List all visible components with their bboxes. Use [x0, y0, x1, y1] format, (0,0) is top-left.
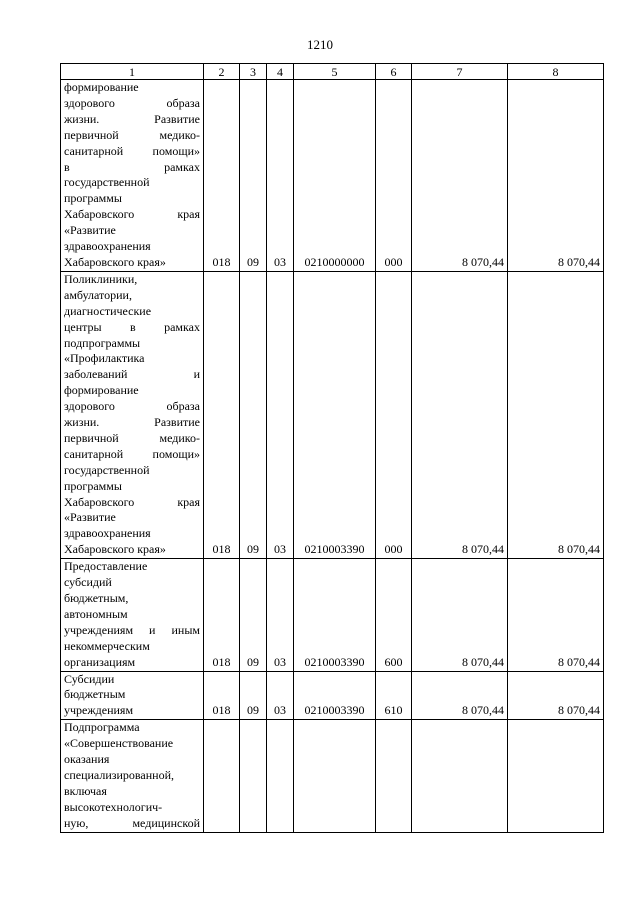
- row-name-cell: [61, 271, 204, 558]
- expense-type-cell: 600: [376, 559, 412, 671]
- ministry-code-cell: 018: [204, 671, 240, 720]
- amount-cell: 8 070,44: [508, 671, 604, 720]
- row-name-line: здорового образа: [64, 399, 200, 414]
- row-name-line: включая: [64, 783, 107, 798]
- row-name-line: Хабаровского края: [64, 207, 200, 222]
- subsection-code-cell: 03: [267, 559, 294, 671]
- table-row: [61, 271, 604, 558]
- row-name-line: в рамках: [64, 159, 200, 174]
- row-name-line: жизни. Развитие: [64, 111, 200, 126]
- row-name-line: Хабаровского края: [64, 494, 200, 509]
- subsection-code-cell: 03: [267, 271, 294, 558]
- target-article-cell: 0210003390: [294, 559, 376, 671]
- row-name-line: первичной медико-: [64, 127, 200, 142]
- row-name-line: Хабаровского края»: [64, 254, 166, 269]
- budget-table: [60, 63, 604, 833]
- amount-cell: 8 070,44: [508, 559, 604, 671]
- row-name-line: оказания: [64, 752, 110, 767]
- column-header: 2: [204, 64, 240, 80]
- row-name-line: заболеваний и: [64, 367, 200, 382]
- row-name-cell: [61, 720, 204, 832]
- row-name-line: амбулатории,: [64, 287, 132, 302]
- expense-type-cell: 610: [376, 671, 412, 720]
- column-header: 3: [240, 64, 267, 80]
- row-name-line: Хабаровского края»: [64, 542, 166, 557]
- row-name-line: ную, медицинской: [64, 815, 200, 830]
- amount-cell: [412, 720, 508, 832]
- row-name-line: бюджетным,: [64, 591, 129, 605]
- section-code-cell: 09: [240, 80, 267, 272]
- target-article-cell: 0210003390: [294, 671, 376, 720]
- target-article-cell: [294, 720, 376, 832]
- ministry-code-cell: 018: [204, 271, 240, 558]
- subsection-code-cell: [267, 720, 294, 832]
- column-header: 5: [294, 64, 376, 80]
- column-header: 7: [412, 64, 508, 80]
- column-header: 6: [376, 64, 412, 80]
- row-name-line: государственной: [64, 175, 150, 190]
- column-header: 1: [61, 64, 204, 80]
- row-name-line: программы: [64, 191, 122, 206]
- row-name-line: некоммерческим: [64, 638, 150, 653]
- section-code-cell: 09: [240, 559, 267, 671]
- row-name-line: жизни. Развитие: [64, 415, 200, 430]
- row-name-line: Поликлиники,: [64, 271, 138, 286]
- ministry-code-cell: [204, 720, 240, 832]
- column-header: 4: [267, 64, 294, 80]
- row-name-line: «Развитие: [64, 510, 116, 525]
- row-name-line: Предоставление: [64, 559, 148, 574]
- section-code-cell: 09: [240, 671, 267, 720]
- table-row: [61, 671, 604, 720]
- amount-cell: 8 070,44: [412, 559, 508, 671]
- row-name-line: специализированной,: [64, 767, 175, 782]
- row-name-line: автономным: [64, 606, 128, 621]
- subsection-code-cell: 03: [267, 80, 294, 272]
- row-name-line: подпрограммы: [64, 335, 141, 350]
- row-name-line: Субсидии: [64, 671, 115, 686]
- table-row: [61, 559, 604, 671]
- expense-type-cell: 000: [376, 271, 412, 558]
- row-name-line: «Совершенствование: [64, 736, 174, 751]
- row-name-line: здравоохранения: [64, 239, 151, 254]
- row-name-line: первичной медико-: [64, 430, 200, 445]
- header-row: [61, 64, 604, 80]
- row-name-cell: [61, 671, 204, 720]
- row-name-line: здорового образа: [64, 95, 200, 110]
- row-name-line: высокотехнологич-: [64, 799, 163, 814]
- row-name-line: учреждениям: [64, 703, 134, 718]
- target-article-cell: 0210000000: [294, 80, 376, 272]
- section-code-cell: [240, 720, 267, 832]
- table-row: [61, 720, 604, 832]
- row-name-line: «Профилактика: [64, 351, 145, 366]
- row-name-line: центры в рамках: [64, 319, 200, 334]
- page-number: 1210: [307, 37, 333, 52]
- row-name-line: формирование: [64, 383, 139, 398]
- row-name-line: субсидий: [64, 575, 112, 590]
- column-header: 8: [508, 64, 604, 80]
- row-name-cell: [61, 80, 204, 272]
- amount-cell: 8 070,44: [412, 671, 508, 720]
- row-name-line: санитарной помощи»: [64, 446, 200, 461]
- row-name-line: здравоохранения: [64, 526, 151, 541]
- target-article-cell: 0210003390: [294, 271, 376, 558]
- row-name-line: государственной: [64, 462, 150, 477]
- row-name-cell: [61, 559, 204, 671]
- table-row: [61, 80, 604, 272]
- row-name-line: «Развитие: [64, 223, 116, 238]
- expense-type-cell: [376, 720, 412, 832]
- section-code-cell: 09: [240, 271, 267, 558]
- amount-cell: 8 070,44: [508, 271, 604, 558]
- amount-cell: 8 070,44: [508, 80, 604, 272]
- ministry-code-cell: 018: [204, 559, 240, 671]
- row-name-line: организациям: [64, 654, 136, 669]
- row-name-line: формирование: [64, 80, 139, 94]
- ministry-code-cell: 018: [204, 80, 240, 272]
- subsection-code-cell: 03: [267, 671, 294, 720]
- amount-cell: 8 070,44: [412, 80, 508, 272]
- row-name-line: Подпрограмма: [64, 720, 140, 735]
- row-name-line: санитарной помощи»: [64, 143, 200, 158]
- row-name-line: программы: [64, 478, 122, 493]
- amount-cell: [508, 720, 604, 832]
- expense-type-cell: 000: [376, 80, 412, 272]
- row-name-line: бюджетным: [64, 687, 126, 702]
- row-name-line: учреждениям и иным: [64, 622, 200, 637]
- row-name-line: диагностические: [64, 303, 152, 318]
- amount-cell: 8 070,44: [412, 271, 508, 558]
